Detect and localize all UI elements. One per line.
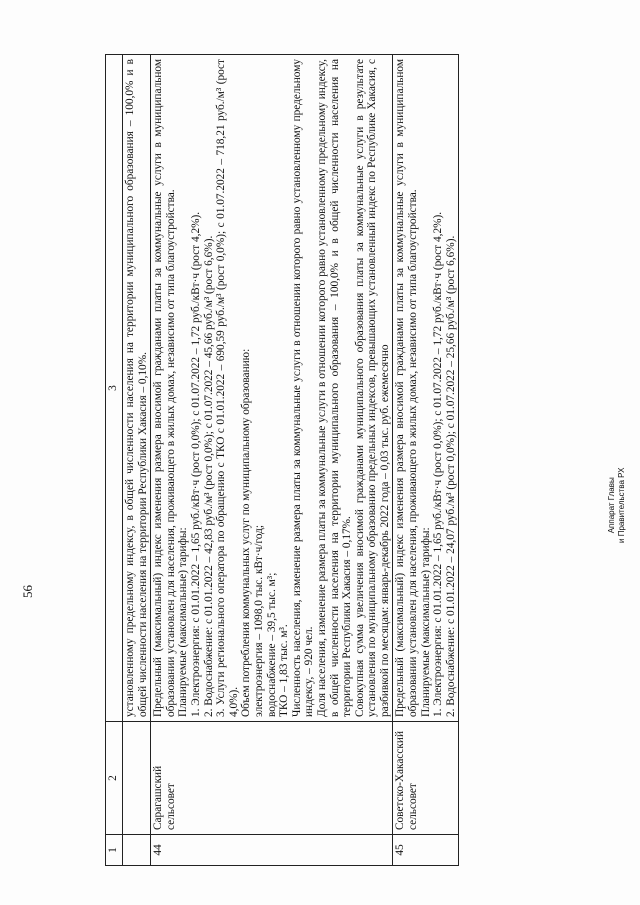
table-header-row [106, 55, 123, 866]
text-line: 2. Водоснабжение: с 01.01.2022 – 42,83 руб./м³ (рост 0,0%); с 01.07.2022 – 45,66 руб./м³ (рост 6,6%). [202, 235, 215, 717]
header-col-3: 3 [106, 55, 123, 722]
row-description [151, 55, 393, 722]
table-row-continuation [123, 55, 151, 866]
text-line: ТКО – 1,83 тыс. м³. [278, 624, 291, 717]
text-line: Планируемые (максимальные) тарифы: [419, 527, 432, 717]
text-line: 3. Услуги регионального оператора по обращению с ТКО с 01.01.2022 – 690,59 руб./м³ (рост 0,0%); с 01.07.2022 – 718,21 руб./м³ (рост 4,0%). [215, 59, 240, 717]
text-line: 1. Электроэнергия: с 01.01.2022 – 1,65 руб./кВт·ч (рост 0,0%); с 01.07.2022 – 1,72 руб./кВт·ч (рост 4,2%). [432, 211, 445, 717]
header-col-2: 2 [106, 722, 123, 835]
header-col-1: 1 [106, 835, 123, 866]
row-description [393, 55, 459, 722]
text-line: водоснабжение – 39,5 тыс. м³; [265, 572, 278, 717]
text-line: 1. Электроэнергия: с 01.01.2022 – 1,65 руб./кВт·ч (рост 0,0%); с 01.07.2022 – 1,72 руб./кВт·ч (рост 4,2%). [189, 211, 202, 717]
text-line: Численность населения, изменение размера платы за коммунальные услуги в отношении которого равно установленному предельному индексу, – 920 чел. [290, 59, 316, 717]
municipality-name: Советско-Хакасский сельсовет [393, 722, 459, 835]
text-line: Планируемые (максимальные) тарифы: [177, 527, 190, 717]
table-row [393, 55, 459, 866]
text-line: 2. Водоснабжение: с 01.01.2022 – 24,07 руб./м³ (рост 0,0%); с 01.07.2022 – 25,66 руб./м³ (рост 6,6%). [444, 235, 457, 717]
text-line: Предельный (максимальный) индекс изменения размера вносимой гражданами платы за коммунальные услуги в муниципальном образовании установлен для населения, проживающего в жилых домах, независимо от типа благоустройства. [394, 59, 420, 717]
text-line: Совокупная сумма увеличения вносимой гражданами муниципального образования платы за коммунальные услуги в результате установления по муниципальному образованию предельных индексов, превышающих установленный индекс по Республике Хакасия, с разбивкой по месяцам: январь-декабрь 2022 года – 0,03 тыс. руб. ежемесячно [353, 59, 391, 717]
continuation-text: установленному предельному индексу, в общей численности населения на территории муниципального образования – 100,0% и в общей численности населения на территории Республики Хакасия – 0,10%. [123, 55, 151, 722]
stamp-line-1: Аппарат Главы [607, 477, 616, 534]
text-line: Предельный (максимальный) индекс изменения размера вносимой гражданами платы за коммунальные услуги в муниципальном образовании установлен для населения, проживающего в жилых домах, независимо от типа благоустройства. [152, 59, 177, 717]
tariff-table [105, 54, 459, 866]
table-row [151, 55, 393, 866]
rotated-table-container [105, 54, 605, 866]
municipality-name: Сарагашский сельсовет [151, 722, 393, 835]
text-line: электроэнергия – 1098,0 тыс. кВт·ч/год; [252, 524, 265, 717]
page-number: 56 [20, 585, 35, 598]
row-number: 44 [151, 835, 393, 866]
text-line: Объем потребления коммунальных услуг по муниципальному образованию: [240, 348, 253, 717]
stamp-line-2: и Правительства РХ [617, 467, 626, 543]
text-line: Доля населения, изменение размера платы за коммунальные услуги в отношении которого равно установленному предельному индексу, в общей численности населения на территории муниципального образования – 100,0% и в общей численности населения на территории Республики Хакасия – 0,17%. [315, 59, 354, 717]
agency-stamp [607, 468, 627, 543]
row-number: 45 [393, 835, 459, 866]
